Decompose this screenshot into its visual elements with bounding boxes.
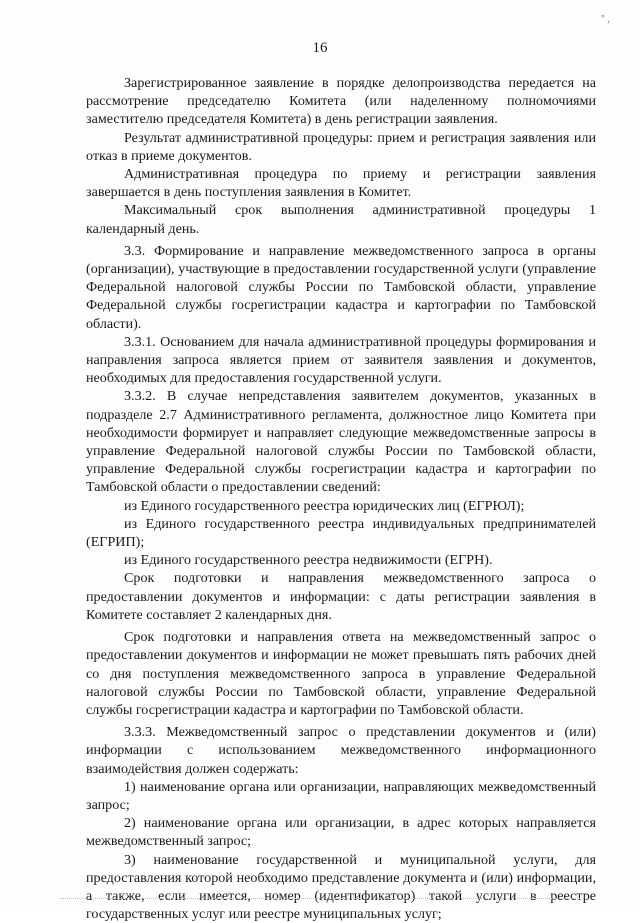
list-item: 2) наименование органа или организации, в адрес которых направляется межведомственный запрос;: [86, 815, 596, 850]
list-item: из Единого государственного реестра юридических лиц (ЕГРЮЛ);: [124, 497, 525, 514]
page-bottom-edge: [60, 898, 580, 899]
corner-mark: " ,: [600, 14, 610, 25]
paragraph: 3.3. Формирование и направление межведомственного запроса в органы (организации), участвующие в предоставлении государственной услуги (управление Федеральной налоговой службы России по Тамбовской области, управление Федеральной службы госрегистрации кадастра и картографии по Тамбовской области).: [86, 242, 596, 332]
list-item: из Единого государственного реестра индивидуальных предпринимателей (ЕГРИП);: [86, 515, 596, 551]
paragraph: 3.3.3. Межведомственный запрос о представлении документов и (или) информации с использованием межведомственного информационного взаимодействия должен содержать:: [86, 724, 596, 777]
paragraph: Максимальный срок выполнения административной процедуры 1 календарный день.: [86, 202, 596, 237]
paragraph: 3.3.2. В случае непредставления заявителем документов, указанных в подразделе 2.7 Административного регламента, должностное лицо Комитета при необходимости формирует и направляет следующие межведомственные запросы в управление Федеральной налоговой службы России по Тамбовской области, управление Федеральной службы госрегистрации кадастра и картографии по Тамбовской области о предоставлении сведений:: [86, 388, 596, 496]
list-item: 1) наименование органа или организации, направляющих межведомственный запрос;: [86, 778, 596, 813]
paragraph: Срок подготовки и направления ответа на межведомственный запрос о предоставлении документов и информации не может превышать пять рабочих дней со дня поступления межведомственного запроса в управление Федеральной налоговой службы России по Тамбовской области, управление Федеральной службы госрегистрации кадастра и картографии по Тамбовской области.: [86, 629, 596, 718]
paragraph: Административная процедура по приему и регистрации заявления завершается в день поступления заявления в Комитет.: [86, 166, 596, 201]
paragraph: Зарегистрированное заявление в порядке делопроизводства передается на рассмотрение председателю Комитета (или наделенному полномочиями заместителю председателя Комитета) в день регистрации заявления.: [86, 75, 596, 128]
paragraph: Результат административной процедуры: прием и регистрация заявления или отказ в приеме документов.: [86, 129, 596, 164]
paragraph: 3.3.1. Основанием для начала административной процедуры формирования и направления запроса является прием от заявителя заявления и документов, необходимых для предоставления государственной услуги.: [86, 333, 596, 387]
list-item: из Единого государственного реестра недвижимости (ЕГРН).: [124, 552, 493, 569]
paragraph: Срок подготовки и направления межведомственного запроса о предоставлении документов и информации: с даты регистрации заявления в Комитете составляет 2 календарных дня.: [86, 570, 596, 623]
document-body: [86, 74, 596, 923]
list-item: 3) наименование государственной и муниципальной услуги, для предоставления которой необходимо представление документа и (или) информации, а также, если имеется, номер (идентификатор) такой услуги в реестре государственных услуг или реестре муниципальных услуг;: [86, 851, 596, 923]
page-number: 16: [312, 40, 328, 56]
